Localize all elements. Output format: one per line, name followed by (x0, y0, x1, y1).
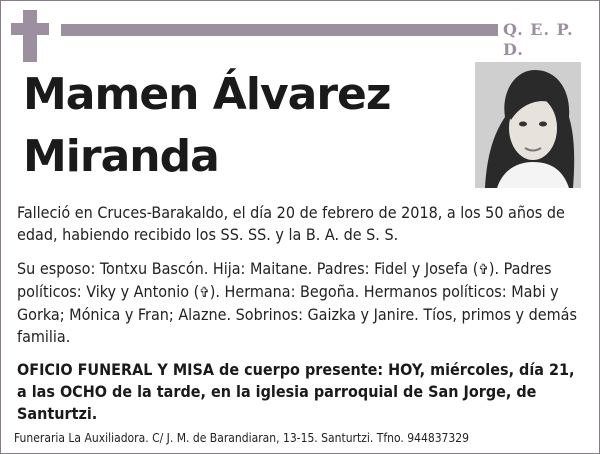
family-text-b: ). Padres políticos: Viky y Antonio ( (17, 259, 552, 301)
deceased-cross-icon: ✞ (199, 285, 210, 301)
family-text-a: Su esposo: Tontxu Bascón. Hija: Maitane. Padres: Fidel y Josefa ( (17, 259, 479, 278)
family-paragraph (17, 258, 587, 348)
funeral-home-footer: Funeraria La Auxiliadora. C/ J. M. de Barandiaran, 13-15. Santurtzi. Tfno. 944837329 (14, 431, 470, 445)
header-rule (61, 24, 498, 36)
portrait-photo (475, 62, 581, 188)
cross-icon-bar (11, 23, 49, 35)
qepd-badge: Q. E. P. D. (503, 20, 574, 59)
death-notice-paragraph: Falleció en Cruces-Barakaldo, el día 20 de febrero de 2018, a los 50 años de edad, habiendo recibido los SS. SS. y la B. A. de S. S. (17, 203, 565, 244)
family-text-c: ). Hermana: Begoña. Hermanos políticos: Mabi y Gorka; Mónica y Fran; Alazne. Sobrinos: Gaizka y Janire. Tíos, primos y demás familia. (17, 282, 577, 346)
funeral-service-paragraph: OFICIO FUNERAL Y MISA de cuerpo presente: HOY, miércoles, día 21, a las OCHO de la tarde, en la iglesia parroquial de San Jorge, de Santurtzi. (17, 360, 575, 423)
deceased-name-line2: Miranda (23, 131, 219, 182)
deceased-cross-icon: ✞ (478, 262, 489, 278)
deceased-name-line1: Mamen Álvarez (23, 69, 391, 120)
cross-icon (23, 10, 37, 62)
